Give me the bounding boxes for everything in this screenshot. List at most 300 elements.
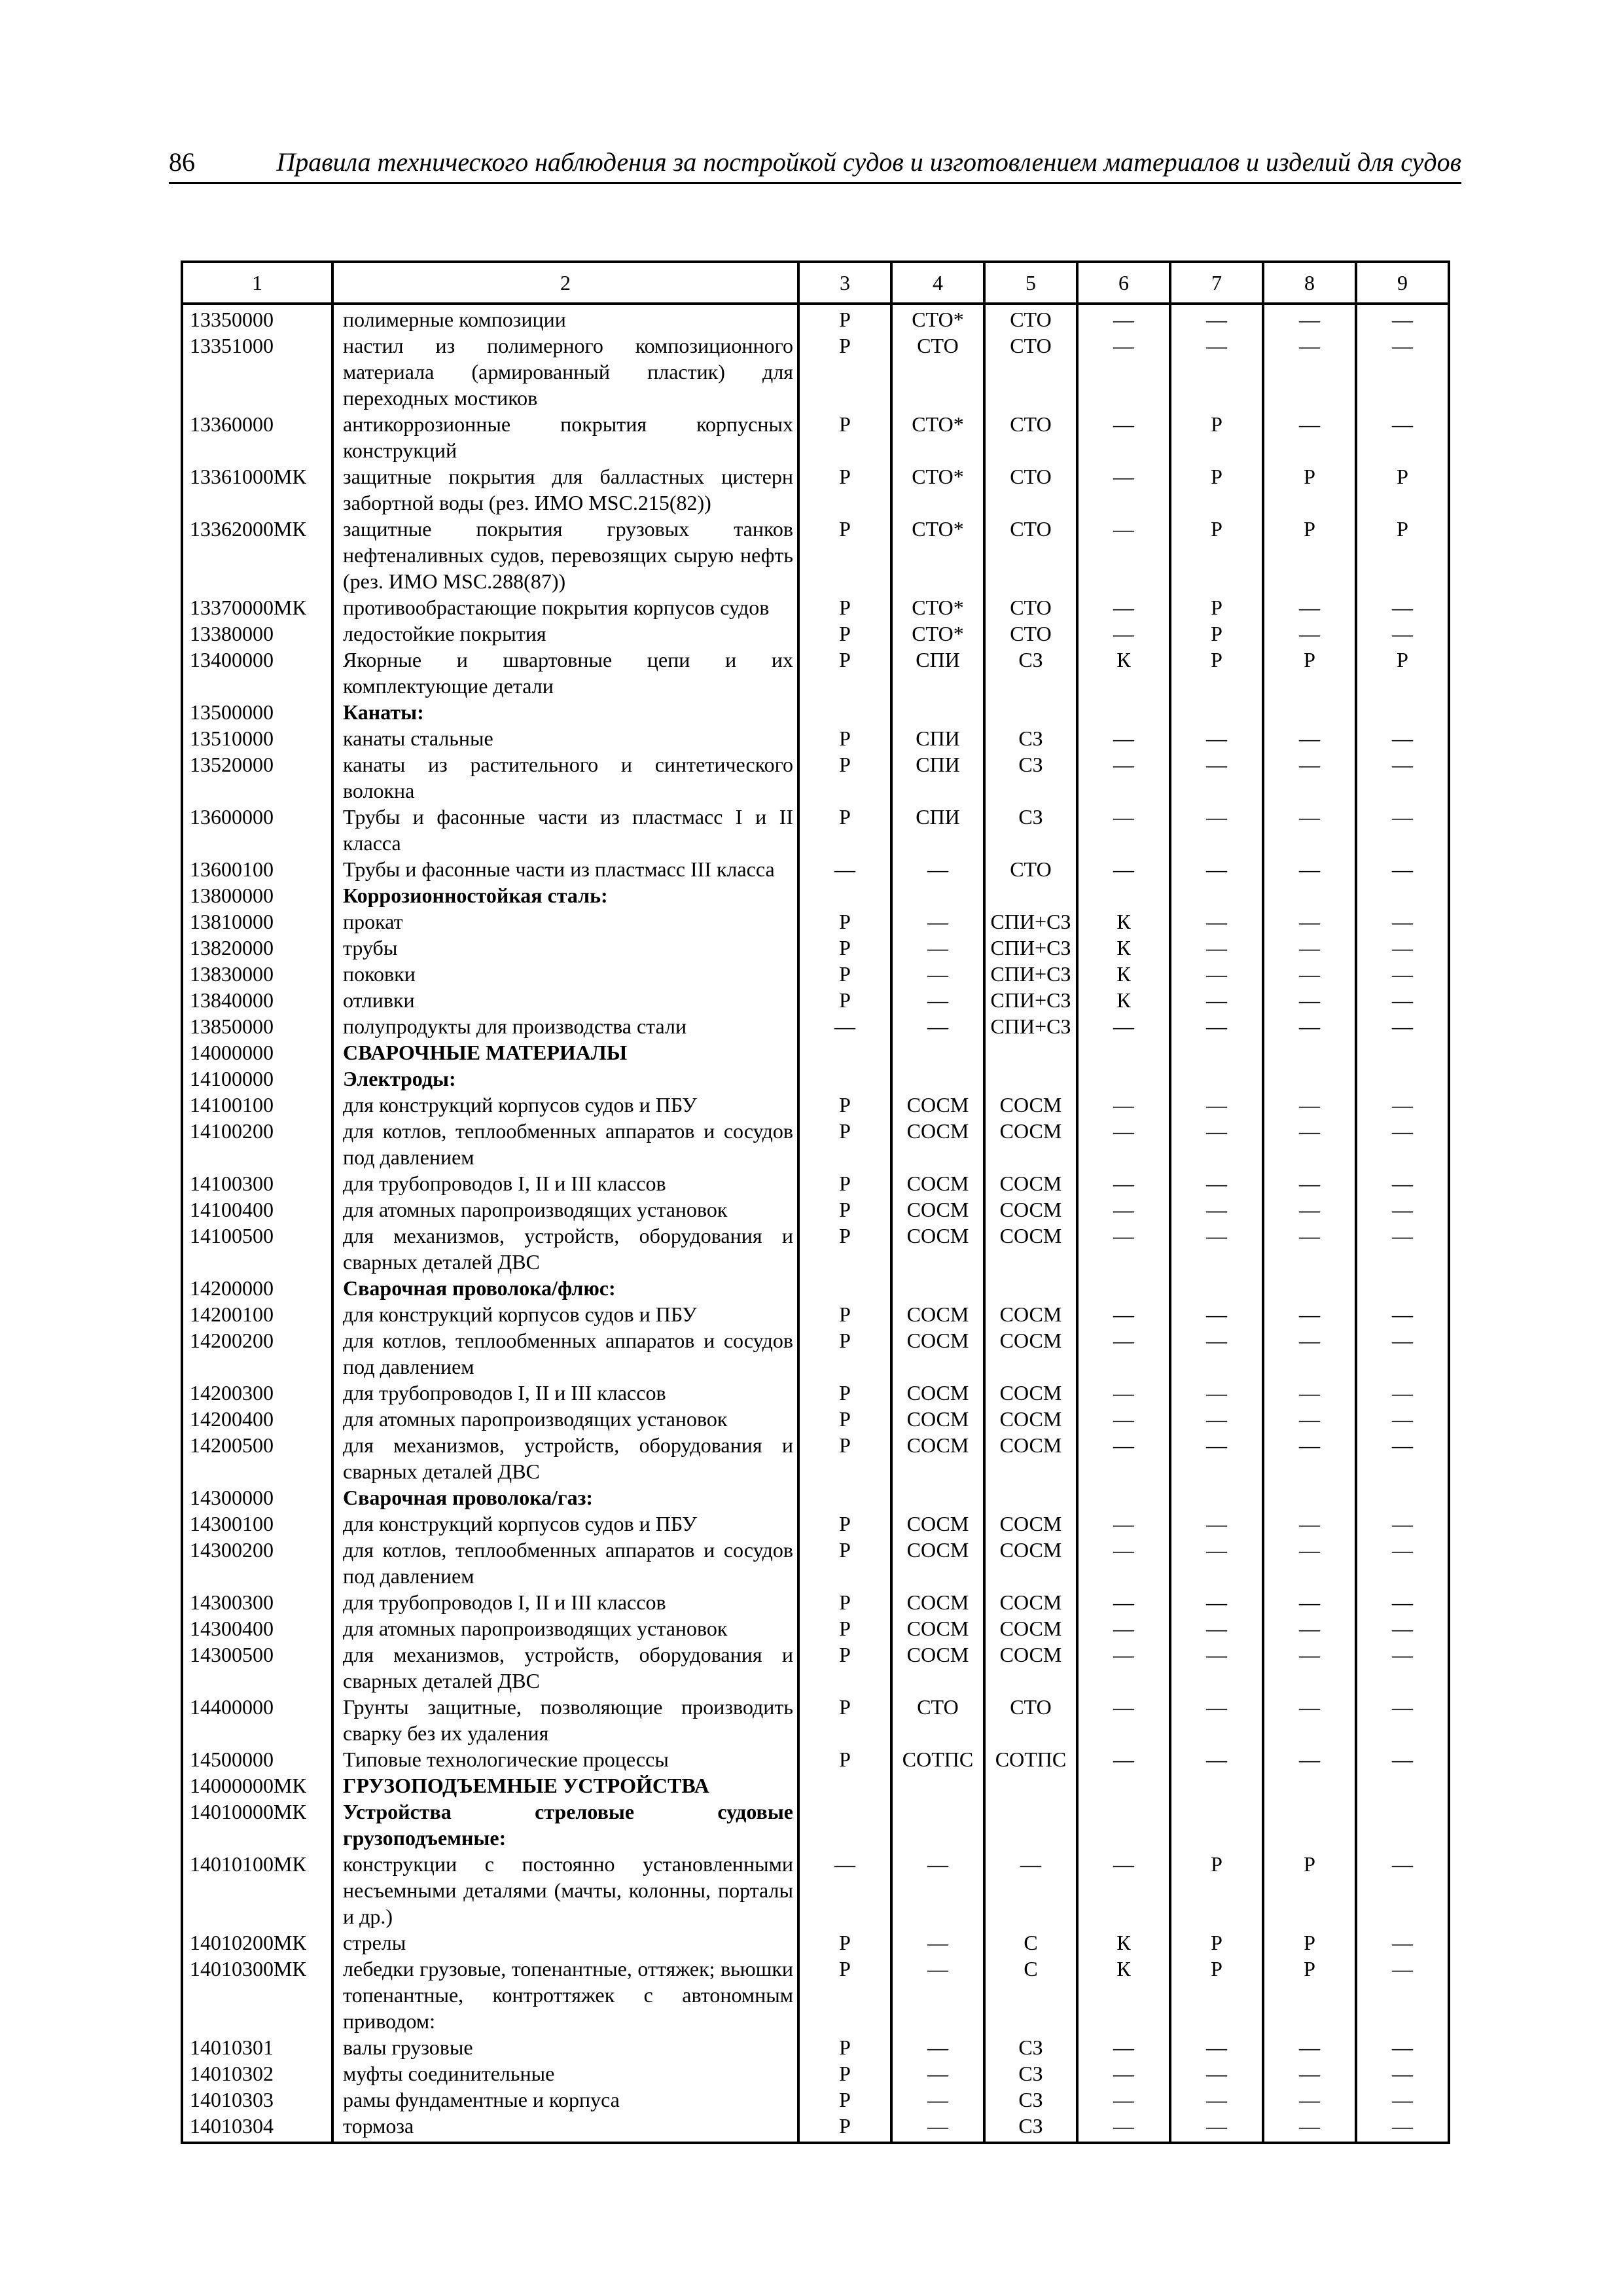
col-7-cell: — bbox=[1170, 1511, 1263, 1537]
column-header-4: 4 bbox=[891, 262, 984, 304]
col-8-cell: — bbox=[1263, 1406, 1356, 1432]
col-4-cell: СОСМ bbox=[891, 1380, 984, 1406]
col-6-cell bbox=[1077, 1039, 1170, 1066]
col-3-cell: Р bbox=[798, 908, 891, 935]
col-9-cell bbox=[1356, 1799, 1449, 1851]
col-3-cell: Р bbox=[798, 2087, 891, 2113]
col-8-cell bbox=[1263, 1039, 1356, 1066]
col-9-cell: Р bbox=[1356, 516, 1449, 594]
col-3-cell: Р bbox=[798, 1589, 891, 1615]
col-5-cell: СОСМ bbox=[984, 1170, 1077, 1196]
table-row bbox=[182, 1772, 1449, 1799]
col-5-cell: СОСМ bbox=[984, 1118, 1077, 1170]
col-6-cell: — bbox=[1077, 332, 1170, 411]
table-row bbox=[182, 1223, 1449, 1275]
col-9-cell: — bbox=[1356, 935, 1449, 961]
item-name: трубы bbox=[332, 935, 798, 961]
col-6-cell: — bbox=[1077, 620, 1170, 647]
col-3-cell: Р bbox=[798, 987, 891, 1013]
col-9-cell: Р bbox=[1356, 463, 1449, 516]
col-5-cell: СПИ+СЗ bbox=[984, 935, 1077, 961]
table-row bbox=[182, 304, 1449, 332]
col-6-cell: — bbox=[1077, 1301, 1170, 1327]
col-6-cell: — bbox=[1077, 1746, 1170, 1772]
col-3-cell: Р bbox=[798, 594, 891, 620]
col-4-cell: СТО bbox=[891, 332, 984, 411]
table-row bbox=[182, 1641, 1449, 1694]
item-code: 14010100МК bbox=[182, 1851, 332, 1929]
table-row bbox=[182, 935, 1449, 961]
col-4-cell: СТО* bbox=[891, 304, 984, 332]
col-5-cell: СОСМ bbox=[984, 1327, 1077, 1380]
item-code: 13520000 bbox=[182, 751, 332, 804]
col-8-cell bbox=[1263, 1066, 1356, 1092]
col-7-cell: — bbox=[1170, 908, 1263, 935]
col-8-cell: — bbox=[1263, 725, 1356, 751]
col-9-cell: — bbox=[1356, 1223, 1449, 1275]
col-8-cell: — bbox=[1263, 1511, 1356, 1537]
col-9-cell bbox=[1356, 699, 1449, 725]
table-row bbox=[182, 1799, 1449, 1851]
col-6-cell: — bbox=[1077, 516, 1170, 594]
col-4-cell: СОСМ bbox=[891, 1511, 984, 1537]
col-5-cell: С bbox=[984, 1929, 1077, 1956]
col-6-cell: К bbox=[1077, 935, 1170, 961]
col-5-cell: СОСМ bbox=[984, 1432, 1077, 1484]
col-6-cell: К bbox=[1077, 987, 1170, 1013]
col-6-cell: — bbox=[1077, 1537, 1170, 1589]
col-6-cell: — bbox=[1077, 1615, 1170, 1641]
col-3-cell: Р bbox=[798, 935, 891, 961]
col-5-cell: СЗ bbox=[984, 804, 1077, 856]
item-name: Типовые технологические процессы bbox=[332, 1746, 798, 1772]
col-3-cell: Р bbox=[798, 1196, 891, 1223]
col-5-cell: СТО bbox=[984, 620, 1077, 647]
item-code: 13800000 bbox=[182, 882, 332, 908]
table-row bbox=[182, 804, 1449, 856]
col-5-cell bbox=[984, 1484, 1077, 1511]
item-name: для атомных паропроизводящих установок bbox=[332, 1196, 798, 1223]
table-row bbox=[182, 332, 1449, 411]
col-4-cell: — bbox=[891, 2087, 984, 2113]
col-6-cell: — bbox=[1077, 2060, 1170, 2087]
col-3-cell: Р bbox=[798, 725, 891, 751]
col-6-cell: — bbox=[1077, 1589, 1170, 1615]
col-7-cell: — bbox=[1170, 725, 1263, 751]
col-7-cell: — bbox=[1170, 1092, 1263, 1118]
col-4-cell: — bbox=[891, 908, 984, 935]
col-7-cell bbox=[1170, 1799, 1263, 1851]
col-9-cell: — bbox=[1356, 594, 1449, 620]
table-row bbox=[182, 594, 1449, 620]
item-code: 14010302 bbox=[182, 2060, 332, 2087]
col-6-cell bbox=[1077, 1275, 1170, 1301]
col-3-cell: Р bbox=[798, 2034, 891, 2060]
item-code: 13370000МК bbox=[182, 594, 332, 620]
col-6-cell: К bbox=[1077, 1929, 1170, 1956]
col-5-cell: СЗ bbox=[984, 647, 1077, 699]
item-code: 13361000МК bbox=[182, 463, 332, 516]
col-6-cell: — bbox=[1077, 463, 1170, 516]
table-row bbox=[182, 1406, 1449, 1432]
col-7-cell: Р bbox=[1170, 516, 1263, 594]
col-3-cell: Р bbox=[798, 1511, 891, 1537]
col-7-cell: — bbox=[1170, 2060, 1263, 2087]
col-3-cell: Р bbox=[798, 1406, 891, 1432]
col-4-cell: — bbox=[891, 987, 984, 1013]
item-code: 14010301 bbox=[182, 2034, 332, 2060]
col-9-cell: — bbox=[1356, 1641, 1449, 1694]
item-name: канаты стальные bbox=[332, 725, 798, 751]
col-9-cell: — bbox=[1356, 1380, 1449, 1406]
col-8-cell: — bbox=[1263, 1694, 1356, 1746]
col-8-cell: — bbox=[1263, 908, 1356, 935]
column-header-5: 5 bbox=[984, 262, 1077, 304]
col-7-cell: — bbox=[1170, 751, 1263, 804]
col-5-cell bbox=[984, 882, 1077, 908]
col-3-cell: Р bbox=[798, 961, 891, 987]
item-name: Сварочная проволока/газ: bbox=[332, 1484, 798, 1511]
col-7-cell: Р bbox=[1170, 1851, 1263, 1929]
col-9-cell: — bbox=[1356, 908, 1449, 935]
col-5-cell: СТО bbox=[984, 304, 1077, 332]
table-row bbox=[182, 908, 1449, 935]
item-code: 13850000 bbox=[182, 1013, 332, 1039]
col-8-cell: Р bbox=[1263, 516, 1356, 594]
col-8-cell: — bbox=[1263, 1327, 1356, 1380]
col-7-cell: — bbox=[1170, 935, 1263, 961]
item-code: 14300300 bbox=[182, 1589, 332, 1615]
col-9-cell: — bbox=[1356, 1196, 1449, 1223]
column-number-row bbox=[182, 262, 1449, 304]
table-row bbox=[182, 1170, 1449, 1196]
col-9-cell bbox=[1356, 1275, 1449, 1301]
col-4-cell: СОСМ bbox=[891, 1615, 984, 1641]
col-9-cell: — bbox=[1356, 961, 1449, 987]
col-4-cell bbox=[891, 1275, 984, 1301]
table-row bbox=[182, 1013, 1449, 1039]
col-7-cell: — bbox=[1170, 1196, 1263, 1223]
col-3-cell: — bbox=[798, 1851, 891, 1929]
col-6-cell bbox=[1077, 1066, 1170, 1092]
col-8-cell: — bbox=[1263, 1170, 1356, 1196]
col-9-cell bbox=[1356, 1484, 1449, 1511]
col-7-cell: — bbox=[1170, 856, 1263, 882]
item-name: стрелы bbox=[332, 1929, 798, 1956]
item-code: 14100500 bbox=[182, 1223, 332, 1275]
col-9-cell: — bbox=[1356, 1013, 1449, 1039]
item-code: 13600000 bbox=[182, 804, 332, 856]
col-5-cell: СОСМ bbox=[984, 1380, 1077, 1406]
col-8-cell: — bbox=[1263, 594, 1356, 620]
col-6-cell: — bbox=[1077, 1432, 1170, 1484]
table-row bbox=[182, 1092, 1449, 1118]
table-row bbox=[182, 1956, 1449, 2034]
table-row bbox=[182, 647, 1449, 699]
col-8-cell: Р bbox=[1263, 1929, 1356, 1956]
col-9-cell bbox=[1356, 1039, 1449, 1066]
item-name: СВАРОЧНЫЕ МАТЕРИАЛЫ bbox=[332, 1039, 798, 1066]
col-3-cell: Р bbox=[798, 751, 891, 804]
item-code: 14010304 bbox=[182, 2113, 332, 2143]
col-7-cell: — bbox=[1170, 1694, 1263, 1746]
col-3-cell: Р bbox=[798, 411, 891, 463]
col-4-cell: СОСМ bbox=[891, 1118, 984, 1170]
col-6-cell: — bbox=[1077, 1013, 1170, 1039]
item-code: 14010303 bbox=[182, 2087, 332, 2113]
col-3-cell: — bbox=[798, 1013, 891, 1039]
item-code: 14200300 bbox=[182, 1380, 332, 1406]
item-code: 13830000 bbox=[182, 961, 332, 987]
item-name: защитные покрытия грузовых танков нефтеналивных судов, перевозящих сырую нефть (рез. ИМО MSC.288(87)) bbox=[332, 516, 798, 594]
col-5-cell bbox=[984, 1066, 1077, 1092]
item-code: 14300200 bbox=[182, 1537, 332, 1589]
column-header-8: 8 bbox=[1263, 262, 1356, 304]
col-6-cell: — bbox=[1077, 725, 1170, 751]
col-8-cell: — bbox=[1263, 1432, 1356, 1484]
col-8-cell bbox=[1263, 1799, 1356, 1851]
col-8-cell bbox=[1263, 1772, 1356, 1799]
col-8-cell: — bbox=[1263, 2113, 1356, 2143]
col-9-cell: — bbox=[1356, 1118, 1449, 1170]
item-code: 14200200 bbox=[182, 1327, 332, 1380]
table-row bbox=[182, 1275, 1449, 1301]
item-code: 13500000 bbox=[182, 699, 332, 725]
col-9-cell: — bbox=[1356, 1537, 1449, 1589]
item-name: для трубопроводов I, II и III классов bbox=[332, 1380, 798, 1406]
col-9-cell: — bbox=[1356, 1327, 1449, 1380]
item-name: Грунты защитные, позволяющие производить сварку без их удаления bbox=[332, 1694, 798, 1746]
col-5-cell: СПИ+СЗ bbox=[984, 908, 1077, 935]
col-4-cell: СТО bbox=[891, 1694, 984, 1746]
col-8-cell: — bbox=[1263, 411, 1356, 463]
col-5-cell: СТО bbox=[984, 1694, 1077, 1746]
col-4-cell bbox=[891, 882, 984, 908]
col-7-cell: — bbox=[1170, 1406, 1263, 1432]
table-row bbox=[182, 2034, 1449, 2060]
col-7-cell: — bbox=[1170, 2087, 1263, 2113]
col-5-cell: СТО bbox=[984, 463, 1077, 516]
nomenclature-table bbox=[181, 260, 1450, 2144]
col-4-cell: СТО* bbox=[891, 463, 984, 516]
item-code: 14200500 bbox=[182, 1432, 332, 1484]
col-4-cell: СОСМ bbox=[891, 1327, 984, 1380]
col-4-cell: СТО* bbox=[891, 620, 984, 647]
col-5-cell: СЗ bbox=[984, 2113, 1077, 2143]
col-5-cell: СЗ bbox=[984, 751, 1077, 804]
item-code: 14200400 bbox=[182, 1406, 332, 1432]
col-4-cell: СПИ bbox=[891, 751, 984, 804]
item-name: для атомных паропроизводящих установок bbox=[332, 1406, 798, 1432]
col-3-cell: Р bbox=[798, 332, 891, 411]
table-row bbox=[182, 1484, 1449, 1511]
item-name: Коррозионностойкая сталь: bbox=[332, 882, 798, 908]
col-8-cell: — bbox=[1263, 2060, 1356, 2087]
col-7-cell: Р bbox=[1170, 647, 1263, 699]
table-row bbox=[182, 516, 1449, 594]
col-4-cell bbox=[891, 1799, 984, 1851]
col-7-cell: — bbox=[1170, 1170, 1263, 1196]
table-row bbox=[182, 620, 1449, 647]
col-9-cell: — bbox=[1356, 1511, 1449, 1537]
col-6-cell: — bbox=[1077, 1092, 1170, 1118]
col-4-cell: — bbox=[891, 1851, 984, 1929]
item-name: конструкции с постоянно установленными несъемными деталями (мачты, колонны, порталы и др.) bbox=[332, 1851, 798, 1929]
col-6-cell: К bbox=[1077, 647, 1170, 699]
item-code: 14000000МК bbox=[182, 1772, 332, 1799]
col-7-cell: — bbox=[1170, 804, 1263, 856]
col-7-cell bbox=[1170, 699, 1263, 725]
col-9-cell: — bbox=[1356, 856, 1449, 882]
table-row bbox=[182, 1066, 1449, 1092]
col-8-cell: Р bbox=[1263, 1851, 1356, 1929]
col-6-cell: К bbox=[1077, 908, 1170, 935]
col-8-cell: — bbox=[1263, 1092, 1356, 1118]
item-name: противообрастающие покрытия корпусов судов bbox=[332, 594, 798, 620]
col-5-cell: СТО bbox=[984, 594, 1077, 620]
item-code: 13351000 bbox=[182, 332, 332, 411]
item-code: 13360000 bbox=[182, 411, 332, 463]
col-5-cell: СОСМ bbox=[984, 1092, 1077, 1118]
table-row bbox=[182, 1301, 1449, 1327]
col-5-cell bbox=[984, 1275, 1077, 1301]
item-code: 14400000 bbox=[182, 1694, 332, 1746]
col-3-cell: Р bbox=[798, 516, 891, 594]
col-3-cell: Р bbox=[798, 1746, 891, 1772]
col-4-cell: СПИ bbox=[891, 725, 984, 751]
col-7-cell bbox=[1170, 1275, 1263, 1301]
col-9-cell: — bbox=[1356, 804, 1449, 856]
item-code: 13510000 bbox=[182, 725, 332, 751]
col-6-cell: К bbox=[1077, 1956, 1170, 2034]
col-4-cell: — bbox=[891, 1956, 984, 2034]
item-name: для конструкций корпусов судов и ПБУ bbox=[332, 1301, 798, 1327]
col-6-cell: — bbox=[1077, 1511, 1170, 1537]
item-code: 14300000 bbox=[182, 1484, 332, 1511]
col-4-cell: — bbox=[891, 2113, 984, 2143]
col-3-cell bbox=[798, 1275, 891, 1301]
item-name: Трубы и фасонные части из пластмасс III класса bbox=[332, 856, 798, 882]
col-5-cell bbox=[984, 699, 1077, 725]
col-4-cell: СТО* bbox=[891, 411, 984, 463]
col-4-cell: СОСМ bbox=[891, 1406, 984, 1432]
col-6-cell: — bbox=[1077, 1694, 1170, 1746]
col-8-cell: — bbox=[1263, 751, 1356, 804]
col-9-cell: — bbox=[1356, 411, 1449, 463]
item-code: 14100400 bbox=[182, 1196, 332, 1223]
col-4-cell bbox=[891, 1066, 984, 1092]
table-row bbox=[182, 1196, 1449, 1223]
col-6-cell: — bbox=[1077, 1851, 1170, 1929]
col-4-cell: СТО* bbox=[891, 516, 984, 594]
col-3-cell: Р bbox=[798, 1694, 891, 1746]
col-8-cell: — bbox=[1263, 332, 1356, 411]
col-4-cell: СОСМ bbox=[891, 1092, 984, 1118]
col-4-cell: — bbox=[891, 935, 984, 961]
col-7-cell: — bbox=[1170, 1327, 1263, 1380]
item-code: 14100200 bbox=[182, 1118, 332, 1170]
item-code: 14300100 bbox=[182, 1511, 332, 1537]
col-5-cell: СОСМ bbox=[984, 1615, 1077, 1641]
col-9-cell: — bbox=[1356, 1432, 1449, 1484]
col-5-cell: СЗ bbox=[984, 2034, 1077, 2060]
col-8-cell: — bbox=[1263, 2087, 1356, 2113]
col-5-cell: — bbox=[984, 1851, 1077, 1929]
col-7-cell: — bbox=[1170, 1432, 1263, 1484]
col-6-cell: — bbox=[1077, 1196, 1170, 1223]
item-name: настил из полимерного композиционного материала (армированный пластик) для переходных мостиков bbox=[332, 332, 798, 411]
col-6-cell: К bbox=[1077, 961, 1170, 987]
table-row bbox=[182, 1589, 1449, 1615]
col-6-cell: — bbox=[1077, 1118, 1170, 1170]
col-4-cell: — bbox=[891, 2034, 984, 2060]
col-8-cell bbox=[1263, 882, 1356, 908]
col-6-cell: — bbox=[1077, 594, 1170, 620]
item-code: 14200000 bbox=[182, 1275, 332, 1301]
col-3-cell: Р bbox=[798, 1537, 891, 1589]
table-row bbox=[182, 2113, 1449, 2143]
col-8-cell bbox=[1263, 1275, 1356, 1301]
col-6-cell bbox=[1077, 699, 1170, 725]
col-9-cell: — bbox=[1356, 332, 1449, 411]
col-5-cell bbox=[984, 1772, 1077, 1799]
col-3-cell bbox=[798, 699, 891, 725]
col-9-cell: — bbox=[1356, 2113, 1449, 2143]
item-code: 13810000 bbox=[182, 908, 332, 935]
item-code: 14010300МК bbox=[182, 1956, 332, 2034]
item-name: прокат bbox=[332, 908, 798, 935]
column-header-1: 1 bbox=[182, 262, 332, 304]
col-8-cell: — bbox=[1263, 856, 1356, 882]
col-3-cell: Р bbox=[798, 1380, 891, 1406]
col-8-cell: Р bbox=[1263, 647, 1356, 699]
col-3-cell: Р bbox=[798, 2060, 891, 2087]
item-code: 14100000 bbox=[182, 1066, 332, 1092]
col-9-cell: — bbox=[1356, 304, 1449, 332]
col-3-cell: Р bbox=[798, 1432, 891, 1484]
col-7-cell: Р bbox=[1170, 594, 1263, 620]
col-5-cell: СТО bbox=[984, 856, 1077, 882]
col-4-cell bbox=[891, 1484, 984, 1511]
table-row bbox=[182, 1746, 1449, 1772]
table-row bbox=[182, 1511, 1449, 1537]
col-5-cell: СОСМ bbox=[984, 1406, 1077, 1432]
col-7-cell: — bbox=[1170, 2113, 1263, 2143]
item-name: валы грузовые bbox=[332, 2034, 798, 2060]
table-row bbox=[182, 961, 1449, 987]
table-row bbox=[182, 1327, 1449, 1380]
item-name: Канаты: bbox=[332, 699, 798, 725]
col-3-cell bbox=[798, 1039, 891, 1066]
col-3-cell: Р bbox=[798, 1956, 891, 2034]
col-9-cell: — bbox=[1356, 1170, 1449, 1196]
col-5-cell: СОСМ bbox=[984, 1301, 1077, 1327]
item-code: 13362000МК bbox=[182, 516, 332, 594]
col-5-cell: СЗ bbox=[984, 725, 1077, 751]
col-4-cell: СПИ bbox=[891, 804, 984, 856]
table-row bbox=[182, 2060, 1449, 2087]
col-5-cell: СТО bbox=[984, 332, 1077, 411]
table-row bbox=[182, 987, 1449, 1013]
col-4-cell: СОСМ bbox=[891, 1641, 984, 1694]
col-8-cell: — bbox=[1263, 2034, 1356, 2060]
col-6-cell: — bbox=[1077, 1641, 1170, 1694]
col-5-cell: СОСМ bbox=[984, 1537, 1077, 1589]
col-5-cell bbox=[984, 1039, 1077, 1066]
item-name: поковки bbox=[332, 961, 798, 987]
col-4-cell: СПИ bbox=[891, 647, 984, 699]
col-5-cell bbox=[984, 1799, 1077, 1851]
